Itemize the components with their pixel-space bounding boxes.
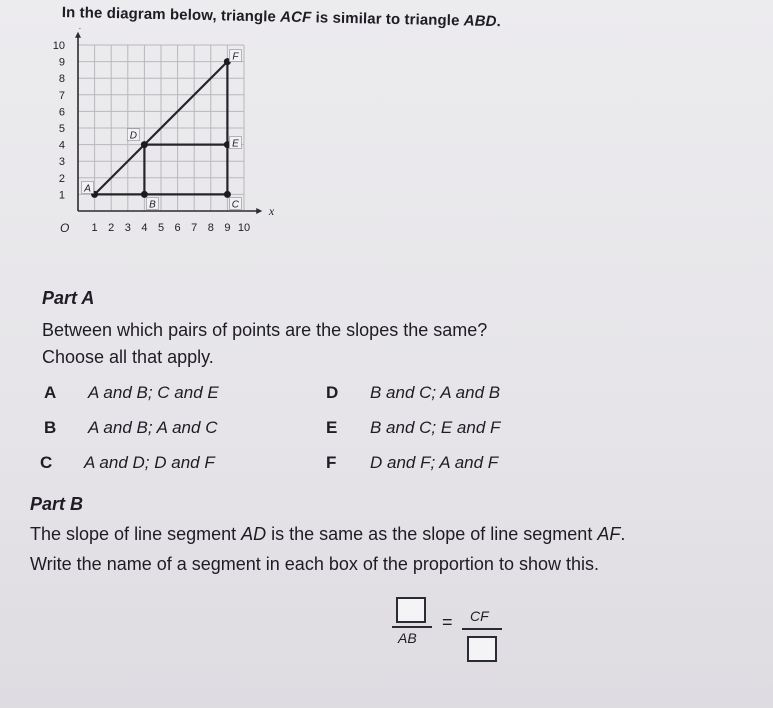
- part-a-heading: Part A: [42, 288, 95, 308]
- part-a-instruction: Choose all that apply.: [42, 347, 214, 367]
- y-axis-arrow: [75, 32, 81, 38]
- point-label-d: D: [129, 130, 138, 142]
- option-d[interactable]: [326, 383, 500, 403]
- point-label-e: E: [232, 138, 239, 150]
- option-letter: C: [40, 453, 53, 472]
- x-axis-label: x: [268, 204, 275, 218]
- option-text: A and B; C and E: [88, 383, 219, 402]
- left-fraction-bar: [392, 626, 432, 628]
- y-axis-label: [79, 28, 85, 29]
- y-tick-label: 9: [58, 56, 65, 69]
- x-tick-label: 5: [157, 222, 165, 234]
- option-letter: E: [326, 418, 338, 437]
- y-tick-label: 1: [58, 189, 65, 202]
- denominator-answer-box[interactable]: [467, 636, 497, 662]
- option-letter: A: [44, 383, 57, 402]
- y-tick-label: 5: [58, 123, 65, 135]
- x-axis-arrow: [256, 208, 262, 214]
- y-tick-label: 4: [58, 139, 65, 152]
- coordinate-graph: [38, 28, 348, 253]
- option-text: B and C; A and B: [370, 383, 501, 402]
- right-fraction-bar: [462, 628, 502, 630]
- y-tick-label: 2: [58, 172, 65, 185]
- y-tick-label: 3: [58, 156, 65, 169]
- option-letter: F: [326, 453, 337, 472]
- x-tick-label: 10: [237, 222, 251, 234]
- point-b: [141, 191, 148, 198]
- option-text: A and D; D and F: [84, 453, 215, 472]
- numerator-answer-box[interactable]: [396, 597, 426, 623]
- x-tick-label: 7: [191, 222, 198, 234]
- option-e[interactable]: [326, 418, 500, 438]
- option-b[interactable]: [44, 418, 217, 438]
- x-tick-label: 8: [207, 222, 214, 234]
- part-b-statement: The slope of line segment AD is the same as the slope of line segment AF.: [30, 524, 626, 544]
- part-b-instruction: Write the name of a segment in each box of the proportion to show this.: [30, 554, 599, 574]
- part-b-heading: Part B: [30, 494, 84, 514]
- x-tick-label: 1: [91, 222, 98, 234]
- part-a-question: Between which pairs of points are the slopes the same?: [42, 320, 488, 340]
- x-tick-label: 3: [124, 222, 131, 234]
- option-c[interactable]: [40, 453, 215, 473]
- y-tick-label: 7: [58, 89, 65, 102]
- point-c: [224, 191, 231, 198]
- y-tick-label: 10: [52, 40, 65, 52]
- equals-sign: =: [442, 612, 453, 632]
- x-tick-label: 2: [108, 222, 115, 234]
- x-tick-label: 9: [224, 222, 231, 234]
- x-tick-label: 4: [141, 222, 148, 234]
- option-letter: D: [326, 383, 339, 402]
- option-text: B and C; E and F: [370, 418, 501, 437]
- option-a[interactable]: [44, 383, 219, 403]
- option-text: D and F; A and F: [370, 453, 499, 472]
- origin-label: O: [60, 221, 70, 235]
- point-label-b: B: [149, 199, 156, 211]
- option-f[interactable]: [326, 453, 498, 473]
- question-title: In the diagram below, triangle ACF is similar to triangle ABD.: [61, 4, 502, 31]
- point-label-c: C: [231, 199, 240, 211]
- point-label-f: F: [232, 51, 239, 63]
- right-numerator-label: CF: [470, 608, 489, 624]
- x-tick-label: 6: [174, 222, 181, 234]
- option-text: A and B; A and C: [88, 418, 218, 437]
- y-tick-label: 8: [58, 73, 65, 86]
- point-label-a: A: [84, 183, 91, 195]
- option-letter: B: [44, 418, 57, 437]
- point-d: [141, 141, 148, 148]
- left-denominator-label: AB: [398, 630, 417, 646]
- y-tick-label: 6: [58, 106, 65, 119]
